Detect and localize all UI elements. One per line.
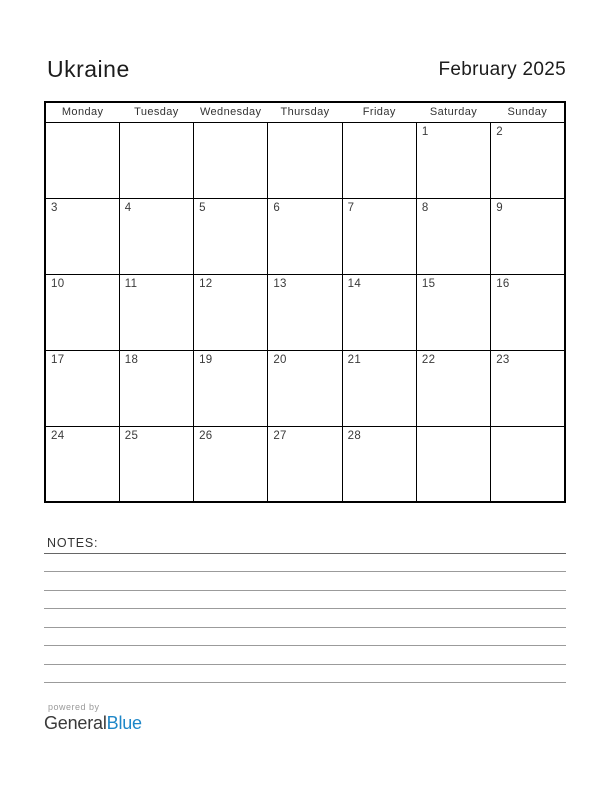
calendar-cell: 7 bbox=[342, 198, 416, 274]
calendar-week-row bbox=[45, 122, 565, 198]
day-header-tuesday: Tuesday bbox=[119, 102, 193, 122]
calendar-cell: 18 bbox=[119, 350, 193, 426]
calendar-cell: 26 bbox=[194, 426, 268, 502]
powered-by-text: powered by bbox=[48, 702, 100, 712]
notes-line bbox=[44, 608, 566, 609]
calendar-cell: 28 bbox=[342, 426, 416, 502]
notes-line bbox=[44, 553, 566, 554]
calendar-cell: 4 bbox=[119, 198, 193, 274]
day-header-saturday: Saturday bbox=[416, 102, 490, 122]
calendar-cell bbox=[119, 122, 193, 198]
calendar-cell: 22 bbox=[416, 350, 490, 426]
calendar-cell: 1 bbox=[416, 122, 490, 198]
day-header-thursday: Thursday bbox=[268, 102, 342, 122]
calendar-cell: 12 bbox=[194, 274, 268, 350]
calendar-cell: 25 bbox=[119, 426, 193, 502]
page-title: Ukraine bbox=[47, 56, 130, 82]
notes-label: NOTES: bbox=[47, 536, 99, 550]
calendar-cell: 19 bbox=[194, 350, 268, 426]
calendar-cell: 16 bbox=[491, 274, 565, 350]
calendar-cell bbox=[491, 426, 565, 502]
calendar-cell bbox=[194, 122, 268, 198]
brand-blue-text: Blue bbox=[106, 713, 142, 733]
calendar-cell: 6 bbox=[268, 198, 342, 274]
calendar-cell: 13 bbox=[268, 274, 342, 350]
general-blue-logo bbox=[44, 713, 142, 734]
brand-general-text: General bbox=[44, 713, 107, 733]
calendar-header-row bbox=[45, 102, 565, 122]
notes-line bbox=[44, 664, 566, 665]
calendar-cell: 24 bbox=[45, 426, 119, 502]
day-header-sunday: Sunday bbox=[491, 102, 565, 122]
notes-line bbox=[44, 645, 566, 646]
calendar-cell: 10 bbox=[45, 274, 119, 350]
calendar-cell: 20 bbox=[268, 350, 342, 426]
calendar-week-row bbox=[45, 198, 565, 274]
calendar-cell: 23 bbox=[491, 350, 565, 426]
calendar-cell bbox=[416, 426, 490, 502]
calendar-cell: 3 bbox=[45, 198, 119, 274]
day-header-wednesday: Wednesday bbox=[194, 102, 268, 122]
calendar-cell: 8 bbox=[416, 198, 490, 274]
calendar-cell: 14 bbox=[342, 274, 416, 350]
calendar-cell: 11 bbox=[119, 274, 193, 350]
calendar-cell: 5 bbox=[194, 198, 268, 274]
calendar-week-row bbox=[45, 350, 565, 426]
month-year-label: February 2025 bbox=[438, 59, 566, 80]
calendar-cell bbox=[45, 122, 119, 198]
notes-line bbox=[44, 627, 566, 628]
calendar-cell: 27 bbox=[268, 426, 342, 502]
day-header-friday: Friday bbox=[342, 102, 416, 122]
calendar-cell bbox=[268, 122, 342, 198]
calendar-cell: 15 bbox=[416, 274, 490, 350]
calendar-cell: 9 bbox=[491, 198, 565, 274]
calendar-cell: 2 bbox=[491, 122, 565, 198]
notes-line bbox=[44, 682, 566, 683]
calendar-table bbox=[44, 101, 566, 503]
calendar-cell bbox=[342, 122, 416, 198]
calendar-cell: 17 bbox=[45, 350, 119, 426]
calendar-week-row bbox=[45, 426, 565, 502]
notes-line bbox=[44, 571, 566, 572]
calendar-week-row bbox=[45, 274, 565, 350]
day-header-monday: Monday bbox=[45, 102, 119, 122]
calendar-cell: 21 bbox=[342, 350, 416, 426]
notes-line bbox=[44, 590, 566, 591]
